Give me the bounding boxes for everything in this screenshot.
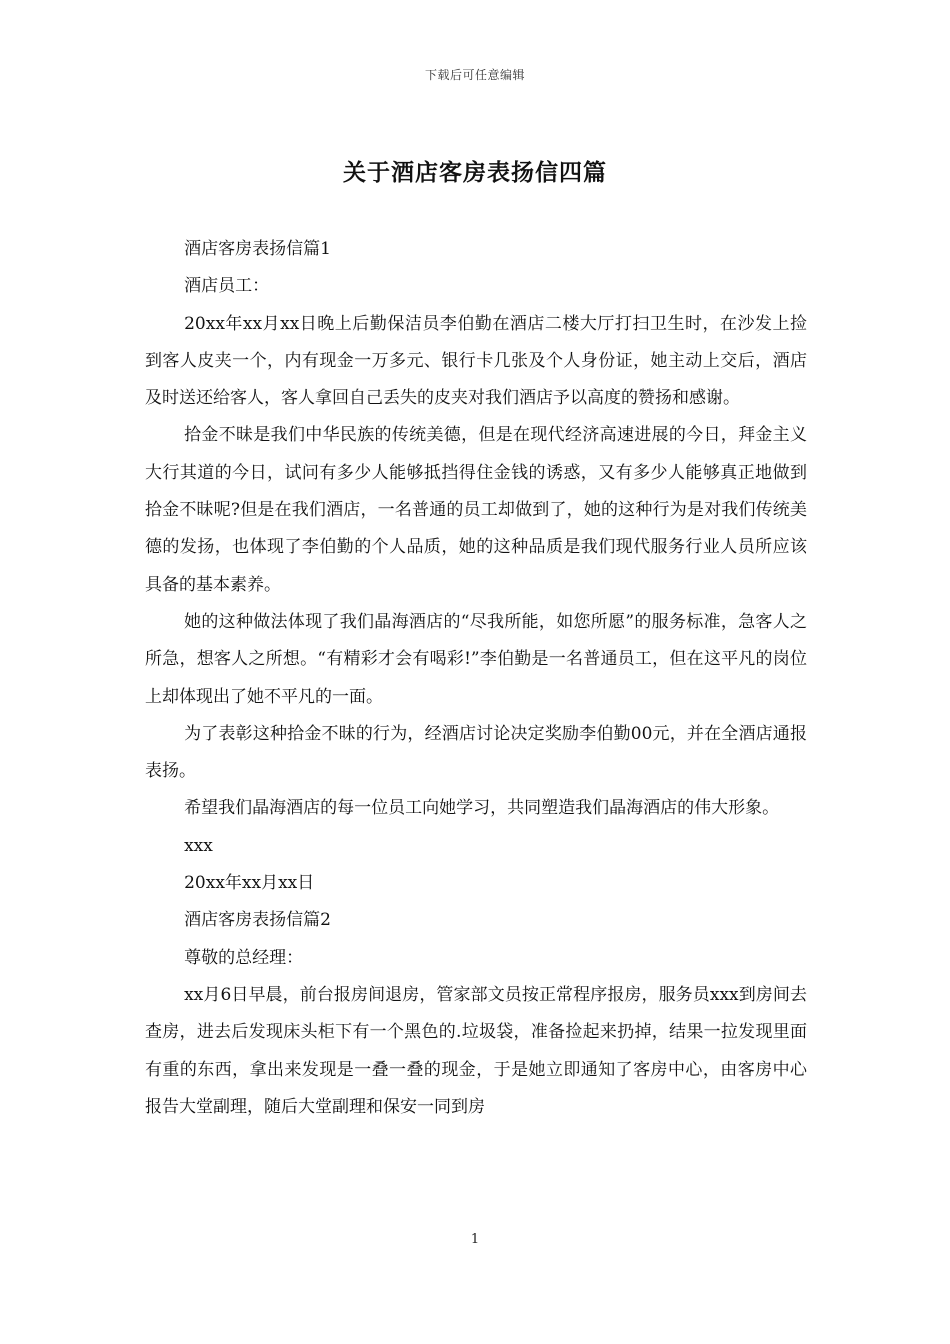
body-paragraph: 为了表彰这种拾金不昧的行为，经酒店讨论决定奖励李伯勤00元，并在全酒店通报表扬。 <box>145 723 807 782</box>
page-number: 1 <box>470 1232 480 1247</box>
document-body <box>145 231 807 1126</box>
body-paragraph: 20xx年xx月xx日晚上后勤保洁员李伯勤在酒店二楼大厅打扫卫生时，在沙发上捡到客人皮夹一个，内有现金一万多元、银行卡几张及个人身份证，她主动上交后，酒店及时送还给客人，客人拿回自己丢失的皮夹对我们酒店予以高度的赞扬和感谢。 <box>145 313 807 409</box>
body-paragraph: 拾金不昧是我们中华民族的传统美德，但是在现代经济高速进展的今日，拜金主义大行其道的今日，试问有多少人能够抵挡得住金钱的诱惑，又有多少人能够真正地做到拾金不昧呢?但是在我们酒店，一名普通的员工却做到了，她的这种行为是对我们传统美德的发扬，也体现了李伯勤的个人品质，她的这种品质是我们现代服务行业人员所应该具备的基本素养。 <box>145 425 807 595</box>
body-paragraph: 希望我们晶海酒店的每一位员工向她学习，共同塑造我们晶海酒店的伟大形象。 <box>184 798 780 819</box>
section-heading-2: 酒店客房表扬信篇2 <box>184 910 331 931</box>
header-note: 下载后可任意编辑 <box>424 68 525 82</box>
body-paragraph: xx月6日早晨，前台报房间退房，管家部文员按正常程序报房，服务员xxx到房间去查房，进去后发现床头柜下有一个黑色的.垃圾袋，准备捡起来扔掉，结果一拉发现里面有重的东西，拿出来发现是一叠一叠的现金，于是她立即通知了客房中心，由客房中心报告大堂副理，随后大堂副理和保安一同到房 <box>145 984 807 1117</box>
signature: xxx <box>184 835 213 856</box>
document-title: 关于酒店客房表扬信四篇 <box>343 159 607 186</box>
section-heading-1: 酒店客房表扬信篇1 <box>184 239 331 259</box>
body-paragraph: 她的这种做法体现了我们晶海酒店的“尽我所能，如您所愿”的服务标准，急客人之所急，想客人之所想。“有精彩才会有喝彩!”李伯勤是一名普通员工，但在这平凡的岗位上却体现出了她不平凡的一面。 <box>145 611 807 707</box>
salutation: 酒店员工： <box>184 276 270 297</box>
salutation: 尊敬的总经理： <box>184 947 304 968</box>
date-line: 20xx年xx月xx日 <box>184 873 315 894</box>
